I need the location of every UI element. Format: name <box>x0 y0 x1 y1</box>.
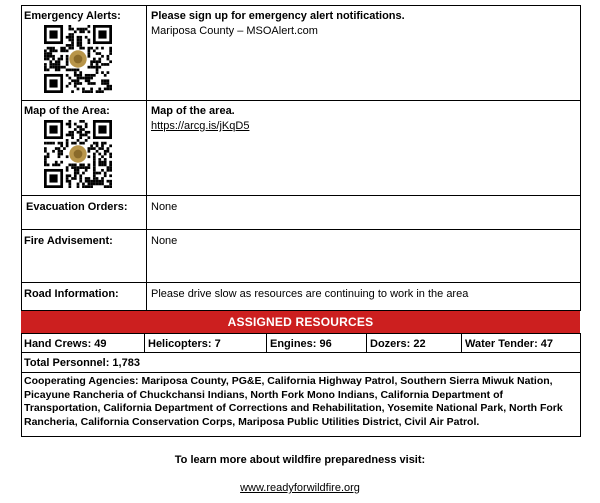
border <box>21 5 581 6</box>
border <box>21 229 581 230</box>
border <box>21 100 581 101</box>
resource-helicopters: Helicopters: 7 <box>148 338 221 350</box>
border <box>146 5 147 311</box>
border <box>21 436 581 437</box>
total-personnel: Total Personnel: 1,783 <box>24 357 140 369</box>
row-label-road-information: Road Information: <box>24 288 119 300</box>
resource-hand-crews: Hand Crews: 49 <box>24 338 107 350</box>
footer-link[interactable]: www.readyforwildfire.org <box>240 482 360 494</box>
border <box>21 352 581 353</box>
cooperating-agencies: Cooperating Agencies: Mariposa County, PG&E, California Highway Patrol, Southern Sierra Miwuk Nation, Picayune Rancheria of Chuckchansi Indians, North Fork Mono Indians, California Department of Transportation, California Department of Corrections and Rehabilitation, Yosemite National Park, North Fork Rancheria, California Conservation Corps, Mariposa Public Utilities District, Civil Air Patrol. <box>24 375 563 428</box>
row-title-emergency-alerts: Please sign up for emergency alert notifications. <box>151 10 405 22</box>
border <box>21 333 581 334</box>
border <box>266 333 267 353</box>
resource-engines: Engines: 96 <box>270 338 332 350</box>
qr-code-map-icon[interactable] <box>44 120 112 188</box>
border <box>21 333 22 437</box>
row-detail-emergency-alerts: Mariposa County – MSOAlert.com <box>151 25 318 37</box>
row-label-emergency-alerts: Emergency Alerts: <box>24 10 121 22</box>
row-value-evacuation-orders: None <box>151 201 178 213</box>
border <box>144 333 145 353</box>
row-label-evacuation-orders: Evacuation Orders: <box>26 201 128 213</box>
row-value-fire-advisement: None <box>151 235 178 247</box>
resource-dozers: Dozers: 22 <box>370 338 426 350</box>
footer-text: To learn more about wildfire preparedness visit: <box>174 454 426 466</box>
border <box>21 372 581 373</box>
border <box>21 282 581 283</box>
border <box>580 5 581 311</box>
border <box>461 333 462 353</box>
map-link[interactable]: https://arcg.is/jKqD5 <box>151 120 250 132</box>
row-label-map: Map of the Area: <box>24 105 110 117</box>
border <box>366 333 367 353</box>
row-label-fire-advisement: Fire Advisement: <box>24 235 113 247</box>
row-title-map: Map of the area. <box>151 105 235 117</box>
resource-water-tender: Water Tender: 47 <box>465 338 554 350</box>
row-value-road-information: Please drive slow as resources are continuing to work in the area <box>151 288 469 300</box>
border <box>21 195 581 196</box>
border <box>21 5 22 311</box>
border <box>580 333 581 437</box>
assigned-resources-banner: ASSIGNED RESOURCES <box>21 311 580 333</box>
qr-code-emergency-alerts-icon[interactable] <box>44 25 112 93</box>
